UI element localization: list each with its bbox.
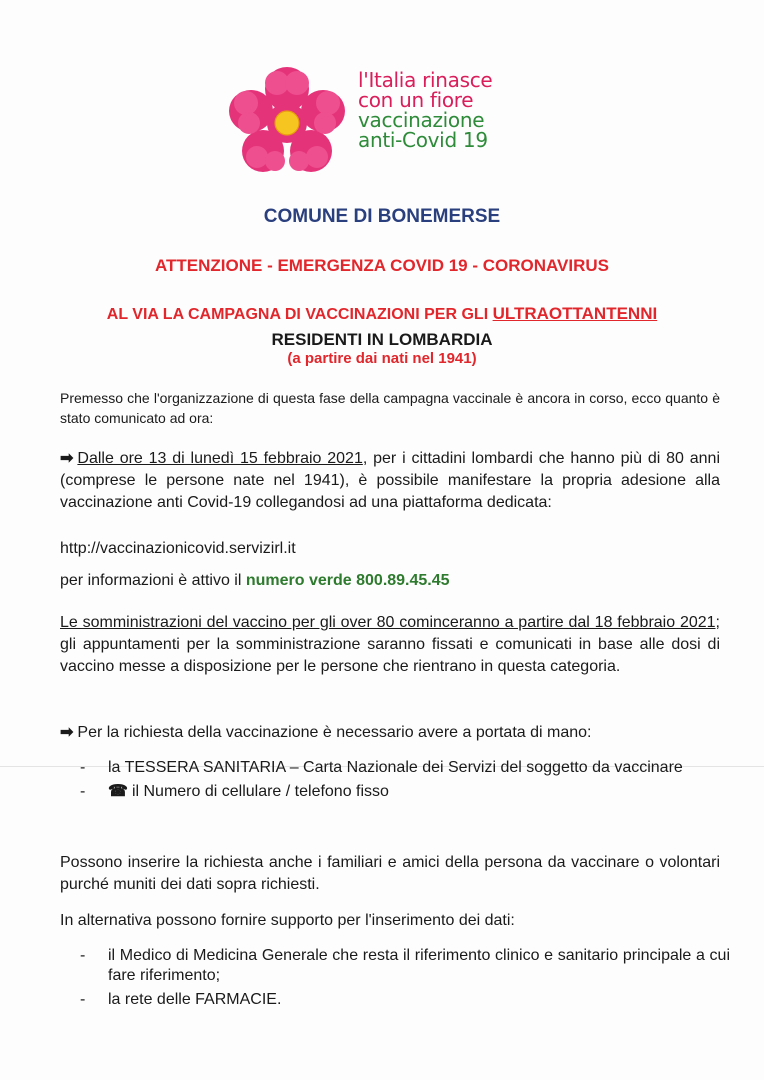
list-item (80, 946, 730, 986)
comune-heading: COMUNE DI BONEMERSE (263, 206, 501, 227)
richiesta-line (60, 722, 720, 743)
info-prefix: per informazioni è attivo il (60, 572, 246, 589)
numero-verde: numero verde 800.89.45.45 (245, 572, 450, 589)
phone-icon: ☎ (108, 783, 128, 800)
flower-icon (225, 65, 349, 175)
dalle-rest: , per i cittadini lombardi che hanno più di 80 anni (comprese le persone nate nel 1941), è possibile manifestare la propria adesione alla vaccinazione anti Covid-19 collegandosi ad una piattaforma dedicata: (60, 450, 720, 511)
list-item (80, 758, 730, 778)
campagna-highlight: ULTRAOTTANTENNI (492, 304, 658, 323)
somministrazioni-rest: gli appuntamenti per la somministrazione saranno fissati e comunicati in base alle dosi di vaccino messe a disposizione per le persone che rientrano in questa categoria. (60, 636, 720, 675)
dash-bullet: - (80, 759, 86, 776)
list-item-text: la TESSERA SANITARIA – Carta Nazionale dei Servizi del soggetto da vaccinare (108, 759, 683, 776)
logo-line-4: anti-Covid 19 (358, 128, 488, 152)
logo-line-1: l'Italia rinasce (358, 68, 493, 92)
logo-text (358, 70, 548, 150)
logo-line-2: con un fiore (358, 88, 474, 112)
dalle-paragraph (60, 448, 720, 514)
campaign-logo (225, 65, 545, 175)
logo-line-3: vaccinazione (358, 108, 485, 132)
dalle-date: Dalle ore 13 di lunedì 15 febbraio 2021 (77, 450, 363, 467)
nati-subheading: (a partire dai nati nel 1941) (287, 350, 477, 367)
campagna-heading (0, 304, 764, 324)
requirements-list (80, 758, 730, 806)
support-list (80, 946, 730, 1014)
arrow-right-icon: ➡ (60, 724, 74, 741)
campagna-prefix: AL VIA LA CAMPAGNA DI VACCINAZIONI PER GLI (106, 306, 493, 323)
somministrazioni-paragraph (60, 612, 720, 678)
list-item (80, 782, 730, 802)
arrow-right-icon: ➡ (60, 450, 74, 467)
list-item-text: la rete delle FARMACIE. (108, 991, 282, 1008)
list-item (80, 990, 730, 1010)
premesso-paragraph: Premesso che l'organizzazione di questa fase della campagna vaccinale è ancora in corso, ecco quanto è stato comunicato ad ora: (60, 390, 720, 426)
platform-url[interactable]: http://vaccinazionicovid.servizirl.it (60, 540, 296, 557)
dash-bullet: - (80, 991, 86, 1008)
attenzione-heading: ATTENZIONE - EMERGENZA COVID 19 - CORONAVIRUS (155, 256, 609, 275)
somministrazioni-date: Le somministrazioni del vaccino per gli over 80 cominceranno a partire dal 18 febbraio 2021; (60, 614, 720, 631)
dash-bullet: - (80, 947, 86, 964)
dash-bullet: - (80, 783, 86, 800)
info-line (60, 570, 720, 591)
list-item-text: il Numero di cellulare / telefono fisso (131, 783, 389, 800)
residenti-heading: RESIDENTI IN LOMBARDIA (271, 330, 493, 349)
richiesta-text: Per la richiesta della vaccinazione è necessario avere a portata di mano: (77, 724, 592, 741)
alternativa-line: In alternativa possono fornire supporto per l'inserimento dei dati: (60, 912, 515, 929)
possono-paragraph: Possono inserire la richiesta anche i familiari e amici della persona da vaccinare o volontari purché muniti dei dati sopra richiesti. (60, 854, 720, 893)
list-item-text: il Medico di Medicina Generale che resta il riferimento clinico e sanitario principale a cui fare riferimento; (108, 947, 730, 984)
